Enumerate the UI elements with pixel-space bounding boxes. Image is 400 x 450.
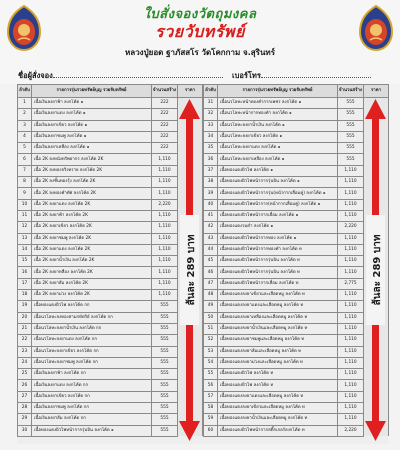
row-qty: 1,110 xyxy=(338,244,364,255)
row-no: 19 xyxy=(18,301,32,312)
col-item: รายการรุ่นรวยทรัพย์บุญ รวยจับทรัพย์ xyxy=(218,85,338,98)
row-item: เนื้อเงินลงยาชมพู ลงกโค้ด ๑ xyxy=(32,131,152,142)
row-no: 3 xyxy=(18,120,32,131)
table-row xyxy=(18,335,203,346)
row-qty: 1,110 xyxy=(338,301,364,312)
row-item: เนื้อทองแดงผิวไฟหน้ากากรุ่นบิน ลงกโค้ด ๑ xyxy=(32,425,152,436)
row-qty: 222 xyxy=(152,109,178,120)
table-row xyxy=(204,267,389,278)
row-no: 60 xyxy=(204,425,218,436)
row-item: เนื้อ 2K ลงยาส้ม ลงกโค้ด 2K xyxy=(32,278,152,289)
table-row xyxy=(204,290,389,301)
row-item: เนื้อทองแดงผิวไฟ ลงกโค้ด ท xyxy=(218,369,338,380)
row-no: 50 xyxy=(204,312,218,323)
table-row xyxy=(204,346,389,357)
col-no: ลำดับ xyxy=(18,85,32,98)
row-item: เนื้อทองแดงผิวไฟหน้ากาก(หน้ากากเลื่อมคู่) ลงกโค้ด ๑ xyxy=(218,199,338,210)
table-row xyxy=(204,301,389,312)
row-qty: 1,110 xyxy=(338,256,364,267)
row-qty: 555 xyxy=(152,357,178,368)
row-no: 51 xyxy=(204,323,218,334)
row-item: เนื้อ 2K ลงหนังทรัพยากร ลงกโค้ด 2K xyxy=(32,154,152,165)
row-qty: 555 xyxy=(152,369,178,380)
table-row xyxy=(204,403,389,414)
row-item: เนื้อทองแดงรมดำ ลงกโค้ด ๑ xyxy=(218,222,338,233)
row-no: 34 xyxy=(204,131,218,142)
row-qty: 1,110 xyxy=(338,335,364,346)
table-row xyxy=(18,210,203,221)
row-no: 32 xyxy=(204,109,218,120)
row-no: 33 xyxy=(204,120,218,131)
row-no: 59 xyxy=(204,414,218,425)
row-item: เนื้อนวโลหะลงยาเหลือง ลงกโค้ด ๑ xyxy=(218,154,338,165)
table-row xyxy=(204,391,389,402)
row-qty: 555 xyxy=(338,143,364,154)
table-row xyxy=(204,414,389,425)
table-row xyxy=(204,357,389,368)
row-no: 22 xyxy=(18,335,32,346)
row-item: เนื้อเงินลงยาเขียว ลงกโค้ด กก xyxy=(32,391,152,402)
row-item: เนื้อทองแดงผิวไฟหน้ากากรุ่น(หน้ากากเลื่อมคู่) ลงกโค้ด ๑ xyxy=(218,188,338,199)
row-no: 5 xyxy=(18,143,32,154)
row-item: เนื้อนวโลหะลงทองสามกษัตริย์ ลงกโค้ด กก xyxy=(32,312,152,323)
row-item: เนื้อทองแดงผิวไฟหน้ากากเลื่อม ลงกโค้ด ท xyxy=(218,278,338,289)
price-note: ส้นละ 289 บาท xyxy=(372,234,383,306)
table-row xyxy=(204,154,389,165)
row-item: เนื้อ 2K ลงยาฟ้า ลงกโค้ด 2K xyxy=(32,210,152,221)
row-no: 9 xyxy=(18,188,32,199)
table-row xyxy=(204,109,389,120)
col-no: ลำดับ xyxy=(204,85,218,98)
row-qty: 1,110 xyxy=(338,391,364,402)
row-item: เนื้อทองแดงลงยาแดงและเลือดหมู ลงกโค้ด ท xyxy=(218,301,338,312)
row-no: 53 xyxy=(204,346,218,357)
row-no: 15 xyxy=(18,256,32,267)
table-row xyxy=(18,278,203,289)
table-row xyxy=(18,290,203,301)
row-qty: 222 xyxy=(152,143,178,154)
table-row xyxy=(18,165,203,176)
row-qty: 1,110 xyxy=(338,346,364,357)
row-qty: 1,110 xyxy=(338,290,364,301)
table-row xyxy=(204,425,389,436)
row-no: 35 xyxy=(204,143,218,154)
row-no: 47 xyxy=(204,278,218,289)
table-row xyxy=(18,256,203,267)
row-item: เนื้อ 2K ลงยาแดง ลงกโค้ด 2K xyxy=(32,244,152,255)
row-no: 26 xyxy=(18,380,32,391)
row-qty: 1,110 xyxy=(152,233,178,244)
row-qty: 555 xyxy=(338,131,364,142)
row-item: เนื้อ 2K ลงทองคำทัศ ลงกโค้ด 2K xyxy=(32,188,152,199)
row-no: 17 xyxy=(18,278,32,289)
name-label: ชื่อผู้สั่งจอง xyxy=(18,71,53,80)
price-note: ส้นละ 289 บาท xyxy=(186,234,197,306)
row-qty: 1,110 xyxy=(152,267,178,278)
row-qty: 1,110 xyxy=(338,369,364,380)
row-no: 46 xyxy=(204,267,218,278)
table-row xyxy=(204,98,389,109)
row-no: 28 xyxy=(18,403,32,414)
row-qty: 2,220 xyxy=(338,425,364,436)
series-title: รวยวับทรัพย์ xyxy=(155,22,245,41)
col-item: รายการรุ่นรวยทรัพย์บุญ รวยจับทรัพย์ xyxy=(32,85,152,98)
row-item: เนื้อทองแดงลงยาชมพูและเลือดหมู ลงกโค้ด ท xyxy=(218,335,338,346)
phone-label: เบอร์โทร xyxy=(232,71,261,80)
table-row xyxy=(204,369,389,380)
row-qty: 1,110 xyxy=(152,177,178,188)
row-no: 14 xyxy=(18,244,32,255)
row-no: 52 xyxy=(204,335,218,346)
table-row xyxy=(18,177,203,188)
row-no: 54 xyxy=(204,357,218,368)
row-item: เนื้อนวโลหะลงยาเขียว ลงกโค้ด กก xyxy=(32,346,152,357)
table-row xyxy=(204,323,389,334)
row-no: 11 xyxy=(18,210,32,221)
table-row xyxy=(204,244,389,255)
row-item: เนื้อนวโลหะลงยาชมพู ลงกโค้ด กก xyxy=(32,357,152,368)
row-item: เนื้อทองแดงผิวไฟหน้ากากเลื่อม ลงกโค้ด ๑ xyxy=(218,210,338,221)
row-no: 23 xyxy=(18,346,32,357)
table-row xyxy=(204,199,389,210)
table-row xyxy=(18,425,203,436)
table-row xyxy=(204,188,389,199)
row-no: 40 xyxy=(204,199,218,210)
row-item: เนื้อ 2K ลงยาชมพู ลงกโค้ด 2K xyxy=(32,233,152,244)
table-row xyxy=(204,177,389,188)
row-item: เนื้อทองแดงผิวไฟหน้ากากรุ่นบิน ลงกโค้ด ท xyxy=(218,267,338,278)
row-qty: 1,110 xyxy=(338,165,364,176)
row-no: 39 xyxy=(204,188,218,199)
table-row xyxy=(204,210,389,221)
row-item: เนื้อทองแดงผิวไฟ ลงกโค้ด ๑ xyxy=(218,165,338,176)
table-row xyxy=(18,222,203,233)
row-item: เนื้อทองแดงผิวไฟ ลงกโค้ด ท xyxy=(218,380,338,391)
row-qty: 555 xyxy=(152,414,178,425)
row-item: เนื้อ 2K ลงยาม่วง ลงกโค้ด 2K xyxy=(32,290,152,301)
row-no: 41 xyxy=(204,210,218,221)
table-row xyxy=(18,357,203,368)
row-qty: 555 xyxy=(152,380,178,391)
price-arrow xyxy=(363,97,388,443)
table-row xyxy=(18,244,203,255)
table-row xyxy=(204,143,389,154)
row-no: 25 xyxy=(18,369,32,380)
order-table-right xyxy=(203,84,388,444)
row-no: 44 xyxy=(204,244,218,255)
row-item: เนื้อเงินลงยาชมพู ลงกโค้ด กก xyxy=(32,403,152,414)
table-row xyxy=(204,120,389,131)
row-no: 56 xyxy=(204,380,218,391)
row-qty: 222 xyxy=(152,131,178,142)
table-row xyxy=(18,391,203,402)
header xyxy=(0,0,400,84)
table-row xyxy=(18,120,203,131)
row-item: เนื้อทองแดงลงยาแดงและเลือดหมู ลงกโค้ด ท xyxy=(218,391,338,402)
table-row xyxy=(204,380,389,391)
row-qty: 555 xyxy=(152,312,178,323)
table-row xyxy=(204,131,389,142)
table-row xyxy=(18,143,203,154)
row-no: 58 xyxy=(204,403,218,414)
row-no: 20 xyxy=(18,312,32,323)
table-row xyxy=(18,323,203,334)
row-no: 13 xyxy=(18,233,32,244)
row-qty: 2,220 xyxy=(152,199,178,210)
price-arrow xyxy=(177,97,202,443)
row-qty: 1,110 xyxy=(152,165,178,176)
row-item: เนื้อทองแดงลงยาเขียวและเลือดหมู ลงกโค้ด ท xyxy=(218,290,338,301)
col-qty: จำนวนสร้าง xyxy=(152,85,178,98)
row-qty: 1,110 xyxy=(338,414,364,425)
col-qty: จำนวนสร้าง xyxy=(338,85,364,98)
row-item: เนื้อ 2K ลงยาแดง ลงกโค้ด 2K xyxy=(32,199,152,210)
temple-seal-icon xyxy=(356,4,396,52)
row-no: 1 xyxy=(18,98,32,109)
table-row xyxy=(18,380,203,391)
row-item: เนื้อทองแดงผิวไฟหน้ากากทองคำ ลงกโค้ด ท xyxy=(218,244,338,255)
row-qty: 1,110 xyxy=(338,199,364,210)
row-qty: 555 xyxy=(152,391,178,402)
row-qty: 1,110 xyxy=(338,403,364,414)
table-row xyxy=(18,267,203,278)
row-qty: 555 xyxy=(152,323,178,334)
row-qty: 1,110 xyxy=(152,290,178,301)
order-sheet xyxy=(17,84,388,444)
row-item: เนื้อเงินลงยาฟ้า ลงกโค้ด ๑ xyxy=(32,98,152,109)
row-item: เนื้อทองแดงลงยาเหลืองและเลือดหมู ลงกโค้ด ท xyxy=(218,312,338,323)
table-row xyxy=(18,154,203,165)
row-item: เนื้อ 2K ลงชั้นทองรุ้ง ลงกโค้ด 2K xyxy=(32,177,152,188)
order-table-left xyxy=(17,84,202,444)
col-price: ราคา xyxy=(178,85,203,98)
row-qty: 555 xyxy=(152,346,178,357)
row-no: 18 xyxy=(18,290,32,301)
row-qty: 1,110 xyxy=(338,323,364,334)
name-field[interactable] xyxy=(18,70,223,82)
row-no: 7 xyxy=(18,165,32,176)
table-row xyxy=(204,233,389,244)
table-row xyxy=(18,109,203,120)
row-item: เนื้อ 2K ลงยาเขียว ลงกโค้ด 2K xyxy=(32,222,152,233)
phone-field[interactable] xyxy=(232,70,371,82)
row-item: เนื้อทองแดงผิวไฟหน้ากากรุ่นบิน ลงกโค้ด ๑ xyxy=(218,177,338,188)
row-no: 24 xyxy=(18,357,32,368)
row-qty: 1,110 xyxy=(152,222,178,233)
row-qty: 1,110 xyxy=(338,380,364,391)
row-qty: 222 xyxy=(152,120,178,131)
row-no: 45 xyxy=(204,256,218,267)
row-qty: 1,110 xyxy=(338,210,364,221)
table-row xyxy=(18,188,203,199)
row-no: 4 xyxy=(18,131,32,142)
name-line xyxy=(53,70,223,78)
table-header xyxy=(18,85,203,98)
row-qty: 1,110 xyxy=(152,210,178,221)
row-qty: 555 xyxy=(152,301,178,312)
row-item: เนื้อทองแดงลงยาน้ำเงินและเลือดหมู ลงกโค้ด ท xyxy=(218,414,338,425)
table-row xyxy=(18,346,203,357)
row-qty: 1,110 xyxy=(338,357,364,368)
row-qty: 1,110 xyxy=(338,312,364,323)
table-row xyxy=(18,131,203,142)
row-item: เนื้อทองแดงลงยาน้ำเงินและเลือดหมู ลงกโค้ด ท xyxy=(218,323,338,334)
row-qty: 555 xyxy=(338,109,364,120)
row-no: 21 xyxy=(18,323,32,334)
col-price: ราคา xyxy=(364,85,389,98)
row-item: เนื้อเงินลงยาแดง ลงกโค้ด ๑ xyxy=(32,109,152,120)
row-item: เนื้อทองแดงผิวไฟหน้ากากรุ่นบิน ลงกโค้ด ท xyxy=(218,256,338,267)
row-item: เนื้อทองแดงลงยาส้มและเลือดหมู ลงกโค้ด ท xyxy=(218,346,338,357)
row-no: 16 xyxy=(18,267,32,278)
row-no: 37 xyxy=(204,165,218,176)
row-item: เนื้อนวโลหะลงยาแดง ลงกโค้ด ๑ xyxy=(218,143,338,154)
row-no: 38 xyxy=(204,177,218,188)
row-item: เนื้อเงินลงยาฟ้า ลงกโค้ด กก xyxy=(32,369,152,380)
row-item: เนื้อ 2K ลงทองจริงทราย ลงกโค้ด 2K xyxy=(32,165,152,176)
row-qty: 1,110 xyxy=(152,154,178,165)
temple-seal-icon xyxy=(4,4,44,52)
row-no: 36 xyxy=(204,154,218,165)
row-qty: 2,220 xyxy=(338,222,364,233)
row-qty: 555 xyxy=(152,425,178,436)
row-item: เนื้อนวโลหะลงยาแดง ลงกโค้ด กก xyxy=(32,335,152,346)
row-item: เนื้อนวโลหะลงยาเขียว ลงกโค้ด ๑ xyxy=(218,131,338,142)
table-row xyxy=(204,165,389,176)
row-qty: 1,110 xyxy=(152,278,178,289)
row-item: เนื้อนวโลหะหน้าทองคำกากเพชร ลงกโค้ด ๑ xyxy=(218,98,338,109)
row-qty: 555 xyxy=(338,154,364,165)
row-item: เนื้อ 2K ลงยาหลือง ลงกโค้ด 2K xyxy=(32,267,152,278)
row-no: 49 xyxy=(204,301,218,312)
row-no: 42 xyxy=(204,222,218,233)
row-item: เนื้อเงินลงยาส้ม ลงกโค้ด กก xyxy=(32,414,152,425)
row-qty: 1,110 xyxy=(338,233,364,244)
table-row xyxy=(204,256,389,267)
row-qty: 222 xyxy=(152,98,178,109)
table-row xyxy=(18,403,203,414)
row-qty: 555 xyxy=(152,403,178,414)
table-row xyxy=(204,278,389,289)
row-qty: 1,110 xyxy=(338,188,364,199)
row-qty: 1,110 xyxy=(338,177,364,188)
row-no: 6 xyxy=(18,154,32,165)
form-title: ใบสั่งจองวัตถุมงคล xyxy=(143,7,257,22)
row-qty: 1,110 xyxy=(152,244,178,255)
row-qty: 555 xyxy=(338,120,364,131)
row-item: เนื้อทองแดงผิวไฟหน้ากากทอง ลงกโค้ด ๑ xyxy=(218,233,338,244)
temple-subtitle: หลวงปู่ยอด ฐาภัสสโร วัดโคกกาม จ.สุรินทร์ xyxy=(125,48,275,57)
table-row xyxy=(204,335,389,346)
row-item: เนื้อเงินลงยาเหลือง ลงกโค้ด ๑ xyxy=(32,143,152,154)
table-row xyxy=(18,414,203,425)
row-no: 27 xyxy=(18,391,32,402)
row-no: 12 xyxy=(18,222,32,233)
phone-line xyxy=(261,70,371,78)
table-header xyxy=(204,85,389,98)
row-no: 29 xyxy=(18,414,32,425)
row-qty: 1,110 xyxy=(338,267,364,278)
row-no: 48 xyxy=(204,290,218,301)
row-item: เนื้อนวโลหะลงยาน้ำเงิน ลงกโค้ด ๑ xyxy=(218,120,338,131)
table-row xyxy=(204,312,389,323)
row-qty: 555 xyxy=(338,98,364,109)
table-row xyxy=(204,222,389,233)
row-qty: 1,110 xyxy=(152,188,178,199)
row-qty: 1,110 xyxy=(152,256,178,267)
table-row xyxy=(18,233,203,244)
row-item: เนื้อทองแดงผิวไฟ ลงกโค้ด กก xyxy=(32,301,152,312)
row-no: 31 xyxy=(204,98,218,109)
table-row xyxy=(18,199,203,210)
row-item: เนื้อเงินลงยาแดง ลงกโค้ด กก xyxy=(32,380,152,391)
table-row xyxy=(18,369,203,380)
row-item: เนื้อทองแดงลงยาเขียวและเลือดหมู ลงกโค้ด ท xyxy=(218,403,338,414)
row-no: 43 xyxy=(204,233,218,244)
row-no: 10 xyxy=(18,199,32,210)
row-no: 57 xyxy=(204,391,218,402)
table-row xyxy=(18,312,203,323)
row-item: เนื้อเงินลงยาเขียว ลงกโค้ด ๑ xyxy=(32,120,152,131)
row-no: 30 xyxy=(18,425,32,436)
row-item: เนื้อนวโลหะหน้ากากทองคำ ลงกโค้ด ๑ xyxy=(218,109,338,120)
row-item: เนื้อทองแดงผิวไฟหน้ากากสติ๊กเกอร์ลงกโค้ด ท xyxy=(218,425,338,436)
row-qty: 2,775 xyxy=(338,278,364,289)
row-qty: 555 xyxy=(152,335,178,346)
row-item: เนื้อนวโลหะลงยาน้ำเงิน ลงกโค้ด กก xyxy=(32,323,152,334)
row-no: 2 xyxy=(18,109,32,120)
row-item: เนื้อทองแดงลงยาม่วงและเลือดหมู ลงกโค้ด ท xyxy=(218,357,338,368)
row-item: เนื้อ 2K ลงยาน้ำเงิน ลงกโค้ด 2K xyxy=(32,256,152,267)
row-no: 55 xyxy=(204,369,218,380)
table-row xyxy=(18,98,203,109)
table-row xyxy=(18,301,203,312)
row-no: 8 xyxy=(18,177,32,188)
